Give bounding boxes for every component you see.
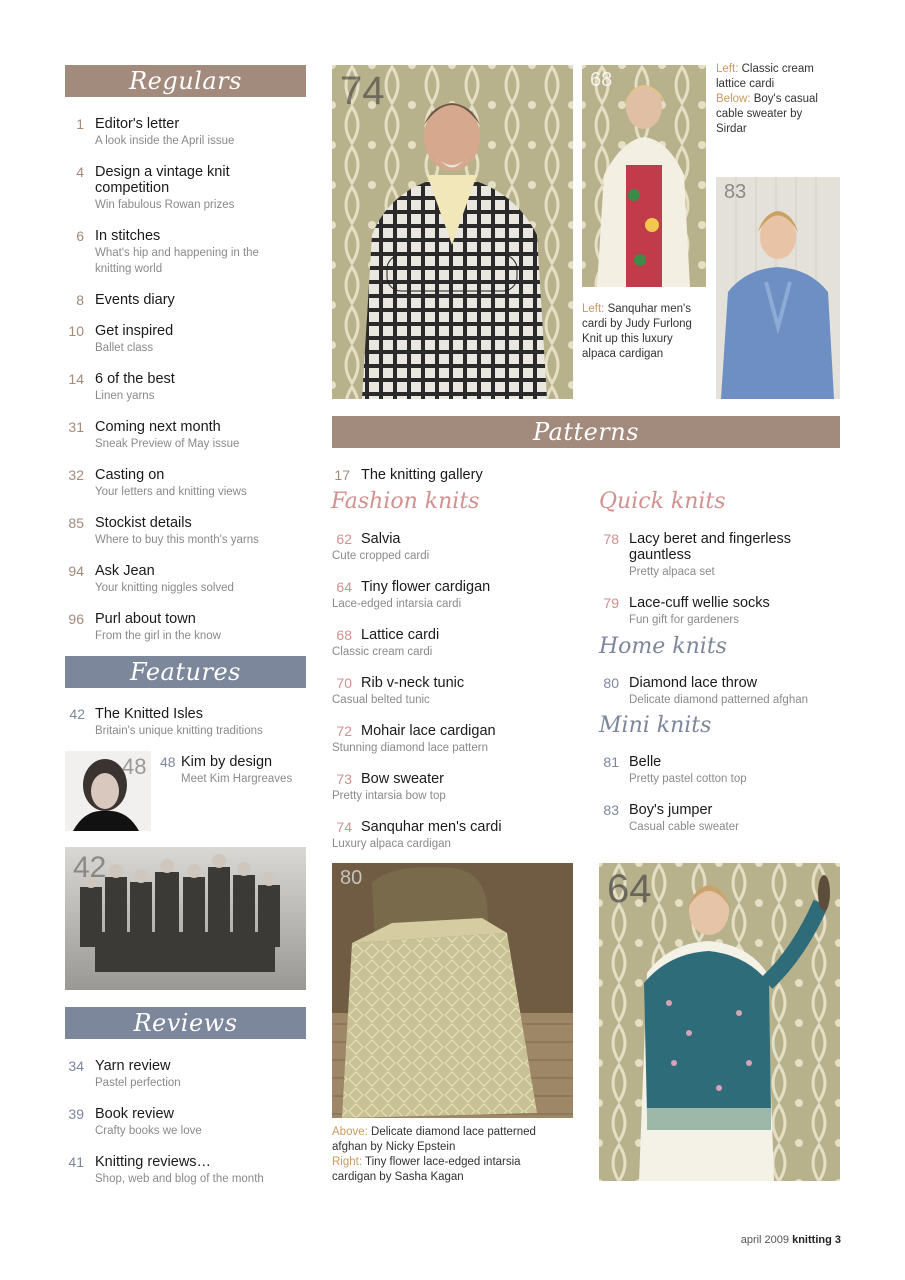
caption-line [332,1155,592,1170]
entry-title: 6 of the best [95,371,175,387]
entry-title: In stitches [95,228,161,244]
entry-subtitle: Lace-edged intarsia cardi [332,598,462,610]
entry-subtitle: Luxury alpaca cardigan [332,838,451,850]
entry-subtitle: Meet Kim Hargreaves [181,773,293,785]
caption-lead: Below: [716,93,751,105]
regulars-entry[interactable] [62,116,307,149]
entry-title: Stockist details [95,515,192,531]
page-number: 42 [73,851,107,884]
regulars-entry[interactable] [62,515,307,548]
entry-title: Lace-cuff wellie socks [629,595,770,611]
regulars-entry[interactable] [62,563,307,596]
entry-title: Salvia [361,531,401,547]
fashion-entry[interactable] [332,627,582,660]
page-number: 48 [122,754,147,779]
page-number: 72 [336,723,352,739]
page-number: 80 [603,675,619,691]
entry-subtitle: Your knitting niggles solved [95,582,234,594]
entry-title: Yarn review [95,1058,171,1074]
caption-text: Knit up this luxury [582,333,673,345]
entry-title: Events diary [95,292,175,308]
caption-lead: Right: [332,1156,363,1168]
page-number: 83 [603,802,619,818]
section-header-patterns: Patterns [332,416,840,448]
page-number: 83 [724,181,747,203]
entry-title: Design a vintage knit [95,164,230,180]
entry-title: Diamond lace throw [629,675,758,691]
entry-title-line2: competition [95,180,170,196]
entry-subtitle: Pastel perfection [95,1077,181,1089]
page-number: 4 [76,164,84,180]
entry-title: Mohair lace cardigan [361,723,496,739]
quick-knits-heading: Quick knits [599,489,726,514]
fashion-entry[interactable] [332,675,582,708]
entry-title: Sanquhar men's cardi [361,819,502,835]
entry-subtitle: Win fabulous Rowan prizes [95,199,235,211]
issue-date: april 2009 [740,1234,790,1246]
regulars-entry[interactable] [62,467,307,500]
entry-title: Coming next month [95,419,221,435]
page-number: 32 [68,467,84,483]
entry-subtitle: Pretty intarsia bow top [332,790,446,802]
page-footer [741,1234,841,1246]
caption-lead: Left: [582,303,605,315]
entry-title: Bow sweater [361,771,445,787]
knitted-isles-photo [65,847,306,990]
caption-line [332,1170,592,1185]
tiny-flower-cardigan-photo [599,863,840,1181]
mini-entry[interactable] [599,802,839,835]
page-number: 34 [68,1058,84,1074]
page-number: 78 [603,531,619,547]
page-number: 74 [340,69,385,113]
caption-line [582,317,712,332]
caption-text: Tiny flower lace-edged intarsia [362,1156,521,1168]
regulars-entry[interactable] [62,419,307,452]
entry-subtitle: Shop, web and blog of the month [95,1173,264,1185]
caption-line [332,1125,592,1140]
entry-subtitle: From the girl in the know [95,630,221,642]
entry-title: Rib v-neck tunic [361,675,465,691]
fashion-entry[interactable] [332,771,582,804]
pattern-entry-knitting-gallery[interactable] [332,467,572,485]
section-header-features: Features [65,656,306,688]
entry-subtitle: Casual cable sweater [629,821,739,833]
regulars-entry[interactable] [62,611,307,644]
entry-subtitle: Your letters and knitting views [95,486,247,498]
entry-title: Boy's jumper [629,802,713,818]
mini-entry[interactable] [599,754,839,787]
page-number: 79 [603,595,619,611]
caption-text: Boy's casual [750,93,818,105]
entry-subtitle: Where to buy this month's yarns [95,534,259,546]
page-number: 17 [334,467,350,483]
entry-subtitle: A look inside the April issue [95,135,235,147]
entry-subtitle: Pretty alpaca set [629,566,715,578]
page-number: 96 [68,611,84,627]
page-number: 42 [69,706,85,722]
regulars-entry[interactable] [62,164,307,213]
home-entry[interactable] [599,675,839,708]
page-number: 8 [76,292,84,308]
entry-title: The Knitted Isles [95,706,203,722]
caption-text: cable sweater by [716,108,803,120]
caption-line [716,77,846,92]
entry-subtitle: Crafty books we love [95,1125,202,1137]
caption-text: afghan by Nicky Epstein [332,1141,456,1153]
page-number: 1 [76,116,84,132]
caption-line [582,332,712,347]
page-number: 80 [340,867,363,889]
caption-bottom [332,1125,592,1185]
page-number: 48 [160,754,176,770]
caption-lead: Above: [332,1126,368,1138]
caption-line [716,107,846,122]
reviews-entry[interactable] [62,1058,307,1091]
section-header-regulars: Regulars [65,65,306,97]
entry-subtitle-line2: knitting world [95,263,163,275]
entry-subtitle: Ballet class [95,342,154,354]
regulars-entry[interactable] [62,323,307,356]
section-header-reviews: Reviews [65,1007,306,1039]
entry-subtitle: Linen yarns [95,390,155,402]
caption-text: cardigan by Sasha Kagan [332,1171,464,1183]
entry-title: Get inspired [95,323,174,339]
entry-title: Editor's letter [95,116,180,132]
entry-title: The knitting gallery [361,467,483,483]
caption-text: Delicate diamond lace patterned [367,1126,536,1138]
entry-subtitle: Fun gift for gardeners [629,614,739,626]
fashion-entry[interactable] [332,819,582,852]
boys-jumper-photo [716,177,840,399]
caption-line [716,122,846,137]
page-number: 10 [68,323,84,339]
sanquhar-cardi-photo [332,65,573,399]
regulars-entry[interactable] [62,292,307,308]
caption-text: Sanquhar men's [604,303,691,315]
caption-line [716,92,846,107]
magazine-name: knitting [792,1234,832,1246]
entry-subtitle: Delicate diamond patterned afghan [629,694,809,706]
regulars-entry[interactable] [62,228,307,277]
entry-title: Purl about town [95,611,196,627]
feature-entry-knitted-isles[interactable] [65,706,306,742]
page-number: 94 [68,563,84,579]
fashion-knits-heading: Fashion knits [331,489,480,514]
page-number: 70 [336,675,352,691]
entry-title-line2: gauntless [629,547,692,563]
entry-title: Belle [629,754,662,770]
page-number: 3 [834,1234,841,1246]
page-number: 41 [68,1154,84,1170]
diamond-lace-throw-photo [332,863,573,1118]
caption-lead: Left: [716,63,739,75]
entry-title: Ask Jean [95,563,155,579]
caption-text: lattice cardi [716,78,775,90]
entry-subtitle: Classic cream cardi [332,646,433,658]
caption-line [582,347,712,362]
entry-subtitle: Cute cropped cardi [332,550,430,562]
fashion-entry[interactable] [332,531,582,564]
page-number: 14 [68,371,84,387]
entry-subtitle: Sneak Preview of May issue [95,438,240,450]
page-number: 62 [336,531,352,547]
page-number: 39 [68,1106,84,1122]
caption-sanquhar [582,302,712,362]
caption-line [716,62,846,77]
quick-entry[interactable] [599,595,839,628]
page-number: 68 [336,627,352,643]
feature-entry-kim-by-design[interactable] [160,754,310,790]
entry-title: Tiny flower cardigan [361,579,491,595]
home-knits-heading: Home knits [599,634,727,659]
entry-title: Knitting reviews… [95,1154,212,1170]
page-number: 73 [336,771,352,787]
page-number: 6 [76,228,84,244]
entry-title: Kim by design [181,754,273,770]
page-number: 81 [603,754,619,770]
caption-text: cardi by Judy Furlong [582,318,692,330]
entry-title: Lacy beret and fingerless [629,531,792,547]
page-number: 85 [68,515,84,531]
entry-title: Lattice cardi [361,627,440,643]
entry-subtitle: Casual belted tunic [332,694,430,706]
entry-subtitle: Britain's unique knitting traditions [95,725,263,737]
entry-subtitle: Pretty pastel cotton top [629,773,747,785]
fashion-entry[interactable] [332,723,582,756]
entry-subtitle: What's hip and happening in the [95,247,259,259]
fashion-entry[interactable] [332,579,582,612]
caption-text: alpaca cardigan [582,348,664,360]
caption-line [582,302,712,317]
reviews-entry[interactable] [62,1106,307,1139]
entry-title: Book review [95,1106,174,1122]
mini-knits-heading: Mini knits [599,713,712,738]
page-number: 64 [336,579,352,595]
lattice-cardi-photo [582,65,706,287]
page-number: 64 [607,867,652,911]
caption-lattice-cardi [716,62,846,137]
regulars-entry[interactable] [62,371,307,404]
caption-text: Sirdar [716,123,747,135]
page-number: 68 [590,69,613,91]
quick-entry[interactable] [599,531,839,580]
reviews-entry[interactable] [62,1154,307,1187]
entry-subtitle: Stunning diamond lace pattern [332,742,488,754]
page-number: 31 [68,419,84,435]
entry-title: Casting on [95,467,165,483]
caption-text: Classic cream [738,63,814,75]
page-number: 74 [336,819,352,835]
caption-line [332,1140,592,1155]
